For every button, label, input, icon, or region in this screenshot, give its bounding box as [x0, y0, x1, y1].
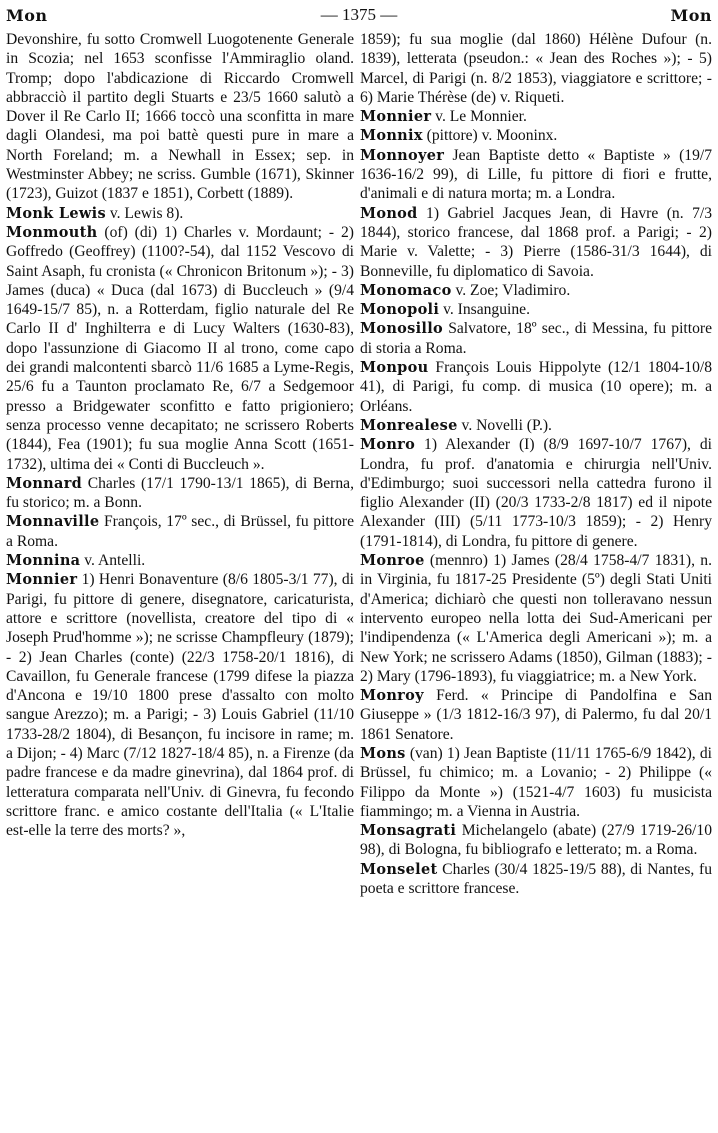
entry	[360, 686, 712, 744]
entry-text: Devonshire, fu sotto Cromwell Luogotenente Generale in Scozia; nel 1653 sconfisse l'Ammiraglio oland. Tromp; dopo l'abdicazione di Riccardo Cromwell abbracciò il partito degli Stuarts e 23/5 1660 salutò a Dover il Re Carlo II; 1666 toccò una sconfitta in mare dagli Olandesi, ma poi battè questi pure in mare a North Foreland; m. a Newhall in Essex; sep. in Westminster Abbey; ne scriss. Gumble (1671), Skinner (1723), Guizot (1837 e 1851), Corbett (1889).	[6, 31, 354, 203]
entry-text: François, 17º sec., di Brüssel, fu pittore a Roma.	[6, 513, 354, 550]
entry	[360, 204, 712, 281]
headword: Monsagrati	[360, 822, 457, 840]
entry	[360, 281, 712, 300]
entry	[360, 551, 712, 686]
entry-text: 1) Henri Bonaventure (8/6 1805-3/1 77), di Parigi, fu pittore di genere, disegnatore, caricaturista, attore e scrittore (novellista, creatore del tipo di « Joseph Prud'homme »); ne scrisse Champfleury (1879); - 2) Jean Charles (conte) (22/3 1758-20/1 1816), di Cavaillon, fu Generale francese (1799 difese la piazza d'Ancona e 19/10 1800 prese d'assalto con molto sangue Arezzo); m. a Parigi; - 3) Louis Gabriel (11/10 1733-28/2 1804), di Besançon, fu incisore in rame; m. a Dijon; - 4) Marc (7/12 1827-18/4 85), n. a Firenze (da padre francese e da madre ginevrina), dal 1864 prof. di letteratura comparata nell'Univ. di Ginevra, fu fecondo scrittore franc. e amico costante dell'Italia (« L'Italie est-elle la terre des morts? »,	[6, 571, 354, 840]
entry	[6, 512, 354, 551]
headword: Monomaco	[360, 281, 452, 299]
headword: Monro	[360, 436, 416, 454]
entry-text: 1) Alexander (I) (8/9 1697-10/7 1767), di Londra, fu prof. d'anatomia e chirurgia nell'Univ. d'Edimburgo; suoi successori nella cattedra furono il figlio Alexander (II) (20/3 1733-2/8 1817) ed il nipote Alexander (III) (5/11 1773-10/3 1859); - 2) Henry (1791-1814), di Londra, fu pittore di genere.	[360, 436, 712, 550]
entry	[360, 358, 712, 416]
entry-text: François Louis Hippolyte (12/1 1804-10/8 41), di Parigi, fu comp. di musica (10 opere); m. a Orléans.	[360, 359, 712, 415]
headword: Monosillo	[360, 320, 443, 338]
headword: Monnier	[360, 108, 432, 126]
entry-text: 1859); fu sua moglie (dal 1860) Hélène Dufour (n. 1839), letterata (pseudon.: « Jean des Roches »); - 5) Marcel, di Parigi (n. 8/2 1853), viaggiatore e scrittore; - 6) Marie Thérèse (de) v. Riqueti.	[360, 31, 712, 106]
entry-text: 1) Gabriel Jacques Jean, di Havre (n. 7/3 1844), storico francese, dal 1868 prof. a Parigi; - 2) Marie v. Valette; - 3) Pierre (1586-31/3 1644), di Bonneville, fu diplomatico di Savoia.	[360, 204, 712, 280]
headword: Monk Lewis	[6, 204, 106, 222]
entry-text: v. Lewis 8).	[105, 204, 184, 222]
entry-text: v. Le Monnier.	[431, 108, 527, 126]
entry-text: (pittore) v. Mooninx.	[422, 127, 558, 145]
header-right-running-head: Mon	[670, 5, 712, 25]
entry-text: Jean Baptiste detto « Baptiste » (19/7 1636-16/2 99), di Lille, fu pittore di fiori e frutte, d'animali e di natura morta; m. a Londra.	[360, 146, 712, 203]
entry	[360, 860, 712, 899]
headword: Monnaville	[6, 513, 100, 531]
entry	[360, 821, 712, 860]
headword: Monrealese	[360, 416, 458, 434]
entry-text: (van) 1) Jean Baptiste (11/11 1765-6/9 1842), di Brüssel, fu chimico; m. a Lovanio; - 2) Philippe (« Filippo da Monte ») (1521-4/7 1603) fu musicista fiammingo; m. a Vienna in Austria.	[360, 744, 712, 820]
headword: Monopoli	[360, 301, 440, 319]
headword: Monselet	[360, 860, 438, 878]
entry	[6, 30, 354, 204]
left-column	[6, 30, 354, 898]
headword: Monpou	[360, 359, 429, 377]
headword: Monnina	[6, 552, 81, 570]
entry	[360, 300, 712, 319]
entry-text: Ferd. « Principe di Pandolfina e San Giuseppe » (1/3 1812-16/3 97), di Palermo, fu dal 20/1 1861 Senatore.	[360, 687, 712, 743]
entry-text: (mennro) 1) James (28/4 1758-4/7 1831), n. in Virginia, fu 1817-25 Presidente (5º) degli Stati Uniti d'America; dichiarò che questi non tolleravano nessun intervento europeo nella lotta dei Sud-Americani per l'indipendenza (« L'America degli Americani »); m. a New York; ne scrissero Adams (1850), Gilman (1883); - 2) Mary (1796-1893), fu viaggiatrice; m. a New York.	[360, 552, 712, 685]
entry	[6, 551, 354, 570]
entry	[360, 435, 712, 551]
headword: Monnix	[360, 127, 423, 145]
entry	[6, 474, 354, 513]
entry-text: Charles (30/4 1825-19/5 88), di Nantes, fu poeta e scrittore francese.	[360, 860, 712, 898]
entry	[360, 319, 712, 358]
entry-text: v. Novelli (P.).	[457, 416, 552, 434]
entry	[360, 416, 712, 435]
entry-text: Salvatore, 18º sec., di Messina, fu pittore di storia a Roma.	[360, 320, 712, 357]
entry	[6, 204, 354, 223]
headword: Monnier	[6, 571, 78, 589]
entry	[360, 30, 712, 107]
entry	[360, 146, 712, 204]
entry	[6, 570, 354, 840]
entry	[360, 744, 712, 821]
entry-text: v. Zoe; Vladimiro.	[451, 281, 571, 299]
entry-text: v. Insanguine.	[439, 301, 530, 319]
entry-text: (of) (di) 1) Charles v. Mordaunt; - 2) Goffredo (Geoffrey) (1100?-54), dal 1152 Vescovo di Saint Asaph, fu cronista (« Chronicon Britonum »); - 3) James (duca) « Duca (dal 1673) di Buccleuch » (9/4 1649-15/7 85), n. a Rotterdam, figlio naturale del Re Carlo II d' Inghilterra e di Lucy Walters (1630-83), dopo l'assunzione di Giacomo II al trono, come capo dei grandi malcontenti sbarcò 11/6 1685 a Lyme-Regis, 25/6 fu a Taunton proclamato Re, 6/7 a Sedgemoor presso a Bridgewater sconfitto e fatto prigioniero; senza processo venne decapitato; ne scrissero Roberts (1844), Fea (1901); fu sua moglie Anna Scott (1651-1732), ultima dei « Conti di Buccleuch ».	[6, 223, 354, 473]
headword: Mons	[360, 744, 406, 762]
right-column	[360, 30, 712, 898]
entry-text: Michelangelo (abate) (27/9 1719-26/10 98), di Bologna, fu bibliografo e letterato; m. a Roma.	[360, 822, 712, 859]
text-columns	[6, 30, 712, 898]
entry	[360, 126, 712, 145]
header-left-running-head: Mon	[6, 5, 48, 25]
headword: Monnard	[6, 474, 83, 492]
page-header	[6, 4, 712, 26]
headword: Monod	[360, 204, 418, 222]
headword: Monmouth	[6, 223, 98, 241]
page-number: — 1375 —	[320, 5, 398, 24]
entry-text: v. Antelli.	[80, 552, 146, 570]
entry	[360, 107, 712, 126]
entry	[6, 223, 354, 474]
entry-text: Charles (17/1 1790-13/1 1865), di Berna, fu storico; m. a Bonn.	[6, 474, 354, 512]
headword: Monroy	[360, 687, 424, 705]
headword: Monroe	[360, 552, 425, 570]
headword: Monnoyer	[360, 146, 445, 164]
